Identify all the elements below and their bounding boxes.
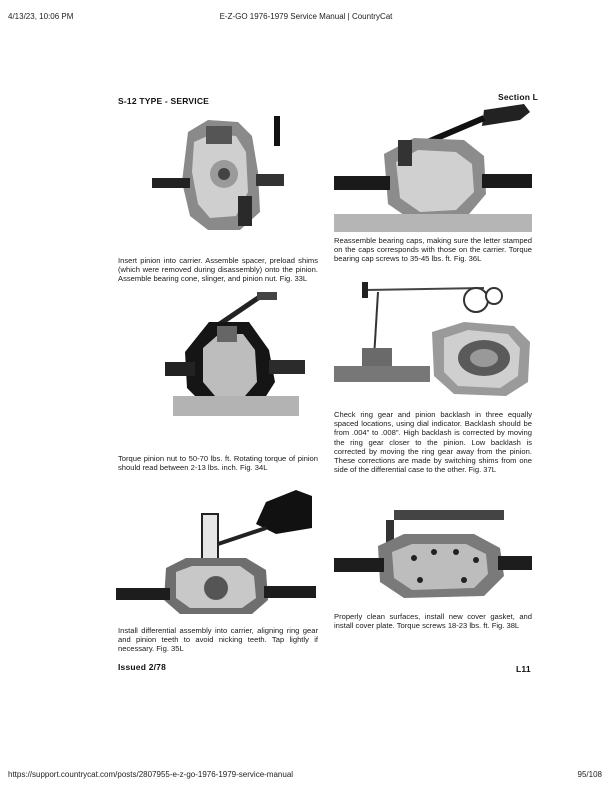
print-timestamp: 4/13/23, 10:06 PM: [8, 12, 74, 21]
fig36-photo: [334, 104, 532, 232]
fig36-caption: Reassemble bearing caps, making sure the letter stamped on the caps corresponds with those on the carrier. Torque bearing cap screws to 35-45 lbs. ft. Fig. 36L: [334, 236, 532, 264]
fig34-photo: [165, 292, 305, 418]
print-title: E-Z-GO 1976-1979 Service Manual | CountryCat: [219, 12, 393, 21]
section-left-heading: S-12 TYPE - SERVICE: [118, 96, 210, 106]
fig37-photo: [334, 272, 532, 402]
fig33-photo: [148, 112, 288, 240]
fig38-caption: Properly clean surfaces, install new cover gasket, and install cover plate. Torque screws 18-23 lbs. ft. Fig. 38L: [334, 612, 532, 631]
fig35-caption: Install differential assembly into carrier, aligning ring gear and pinion teeth to avoid nicking teeth. Tap lightly if necessary. Fig. 35L: [118, 626, 318, 654]
manual-page-number: L11: [516, 664, 531, 674]
fig37-caption: Check ring gear and pinion backlash in three equally spaced locations, using dial indicator. Backlash should be from .004" to .008". High backlash is corrected by moving the ring gear closer to the pinion. Low backlash is corrected by moving the ring gear away from the pinion. These corrections are made by switching shims from one side of the differential case to the other. Fig. 37L: [334, 410, 532, 475]
fig34-caption: Torque pinion nut to 50-70 lbs. ft. Rotating torque of pinion should read between 2-13 lbs. inch. Fig. 34L: [118, 454, 318, 473]
issued-date: Issued 2/78: [118, 662, 167, 672]
fig35-photo: [116, 488, 316, 622]
section-right-heading: Section L: [498, 92, 539, 102]
fig33-caption: Insert pinion into carrier. Assemble spacer, preload shims (which were removed during disassembly) onto the pinion. Assemble bearing cone, slinger, and pinion nut. Fig. 33L: [118, 256, 318, 284]
print-page-count: 95/108: [577, 770, 602, 779]
fig38-photo: [334, 506, 532, 606]
print-url: https://support.countrycat.com/posts/2807955-e-z-go-1976-1979-service-manual: [8, 770, 294, 779]
